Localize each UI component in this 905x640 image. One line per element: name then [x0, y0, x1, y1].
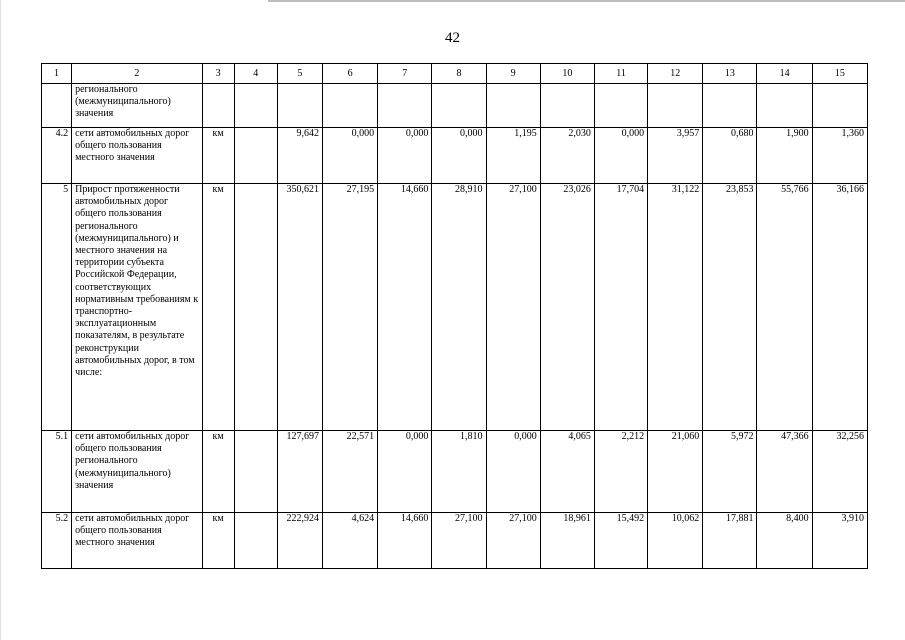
row-number: 5.2 [42, 513, 72, 569]
cell-value: 10,062 [648, 513, 703, 569]
cell-value: 1,900 [757, 128, 812, 184]
cell-value: 3,910 [812, 513, 867, 569]
header-row [42, 64, 868, 84]
cell-value: 0,000 [378, 431, 432, 513]
cell-value: 32,256 [812, 431, 867, 513]
cell-value: 14,660 [378, 184, 432, 431]
cell-value: 4,624 [322, 513, 377, 569]
cell-value: 23,026 [540, 184, 594, 431]
row-number: 4.2 [42, 128, 72, 184]
cell-value: 1,810 [432, 431, 486, 513]
column-header: 5 [277, 64, 322, 84]
column-header: 4 [234, 64, 277, 84]
cell-value: 222,924 [277, 513, 322, 569]
table-row [42, 431, 868, 513]
column-header: 6 [322, 64, 377, 84]
cell-value: 55,766 [757, 184, 812, 431]
row-unit: км [202, 513, 234, 569]
cell-value: 8,400 [757, 513, 812, 569]
cell-value: 27,100 [486, 513, 540, 569]
cell-value: 1,360 [812, 128, 867, 184]
cell-value [594, 84, 647, 128]
cell-value: 0,680 [703, 128, 757, 184]
column-header: 12 [648, 64, 703, 84]
table-row [42, 128, 868, 184]
cell-value: 0,000 [432, 128, 486, 184]
page-edge [0, 0, 1, 640]
table-row [42, 184, 868, 431]
cell-value [757, 84, 812, 128]
cell-value: 2,212 [594, 431, 647, 513]
row-name: сети автомобильных дорог общего пользования местного значения [72, 128, 202, 184]
cell-value [277, 84, 322, 128]
top-rule [268, 0, 905, 2]
row-number [42, 84, 72, 128]
cell-value: 31,122 [648, 184, 703, 431]
cell-value: 350,621 [277, 184, 322, 431]
cell-value: 27,100 [432, 513, 486, 569]
row-name: сети автомобильных дорог общего пользования местного значения [72, 513, 202, 569]
cell-value: 18,961 [540, 513, 594, 569]
row-unit [202, 84, 234, 128]
column-header: 15 [812, 64, 867, 84]
row-name: регионального (межмуниципального) значения [72, 84, 202, 128]
cell-value: 2,030 [540, 128, 594, 184]
row-unit: км [202, 184, 234, 431]
cell-value [703, 84, 757, 128]
row-name: Прирост протяженности автомобильных дорог общего пользования регионального (межмуниципального) и местного значения на территории субъекта Российской Федерации, соответствующих нормативным требованиям к транспортно-эксплуатационным показателям, в результате реконструкции автомобильных дорог, в том числе: [72, 184, 202, 431]
row-unit: км [202, 128, 234, 184]
table-row [42, 513, 868, 569]
cell-value: 17,704 [594, 184, 647, 431]
data-table [41, 63, 868, 569]
column-header: 3 [202, 64, 234, 84]
column-header: 7 [378, 64, 432, 84]
cell-value: 4,065 [540, 431, 594, 513]
cell-value: 27,195 [322, 184, 377, 431]
table-row [42, 84, 868, 128]
row-number: 5 [42, 184, 72, 431]
column-header: 10 [540, 64, 594, 84]
column-header: 2 [72, 64, 202, 84]
column-header: 9 [486, 64, 540, 84]
column-header: 14 [757, 64, 812, 84]
cell-value: 17,881 [703, 513, 757, 569]
cell-value: 0,000 [378, 128, 432, 184]
cell-value [540, 84, 594, 128]
column-header: 11 [594, 64, 647, 84]
cell-value: 5,972 [703, 431, 757, 513]
cell-value [234, 513, 277, 569]
cell-value [812, 84, 867, 128]
row-number: 5.1 [42, 431, 72, 513]
cell-value: 28,910 [432, 184, 486, 431]
cell-value [234, 184, 277, 431]
cell-value: 127,697 [277, 431, 322, 513]
cell-value [234, 84, 277, 128]
cell-value: 3,957 [648, 128, 703, 184]
cell-value: 23,853 [703, 184, 757, 431]
cell-value: 0,000 [486, 431, 540, 513]
cell-value: 9,642 [277, 128, 322, 184]
cell-value: 0,000 [594, 128, 647, 184]
cell-value: 27,100 [486, 184, 540, 431]
cell-value [648, 84, 703, 128]
cell-value [486, 84, 540, 128]
cell-value [234, 128, 277, 184]
cell-value [322, 84, 377, 128]
column-header: 8 [432, 64, 486, 84]
cell-value: 47,366 [757, 431, 812, 513]
cell-value [378, 84, 432, 128]
cell-value: 22,571 [322, 431, 377, 513]
row-name: сети автомобильных дорог общего пользования регионального (межмуниципального) значения [72, 431, 202, 513]
page-number: 42 [445, 30, 460, 46]
cell-value: 0,000 [322, 128, 377, 184]
cell-value: 15,492 [594, 513, 647, 569]
row-unit: км [202, 431, 234, 513]
cell-value: 1,195 [486, 128, 540, 184]
column-header: 13 [703, 64, 757, 84]
cell-value [432, 84, 486, 128]
cell-value: 14,660 [378, 513, 432, 569]
cell-value: 36,166 [812, 184, 867, 431]
cell-value [234, 431, 277, 513]
cell-value: 21,060 [648, 431, 703, 513]
column-header: 1 [42, 64, 72, 84]
